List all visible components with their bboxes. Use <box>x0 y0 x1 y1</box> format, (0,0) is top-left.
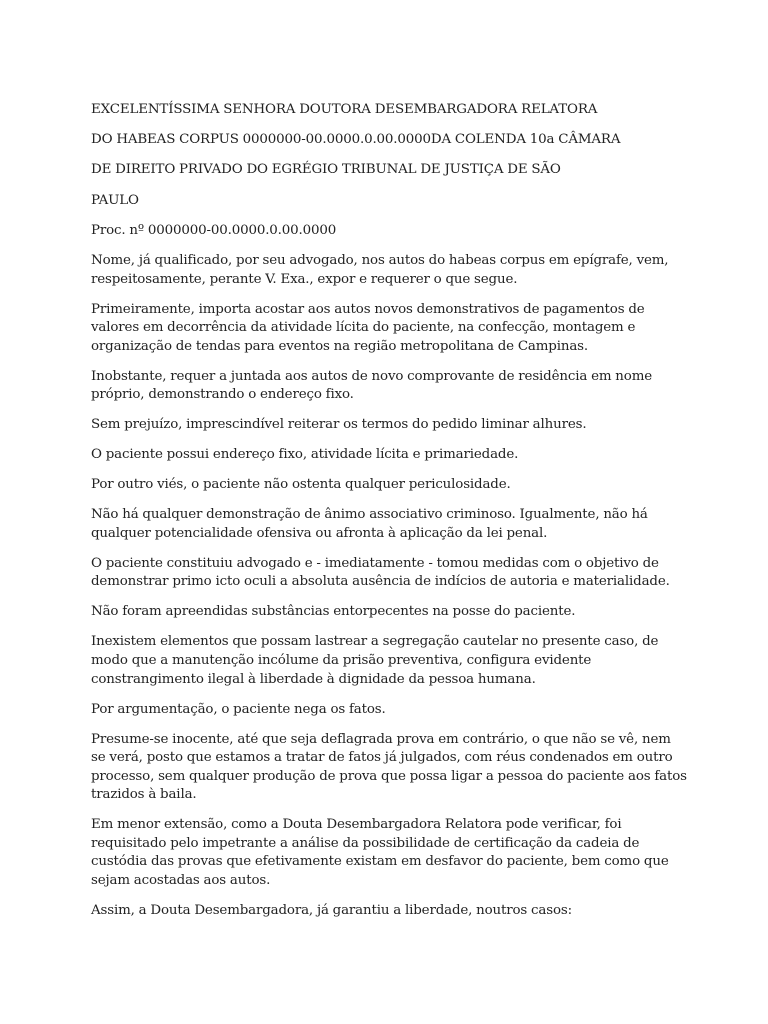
process-number: Proc. nº 0000000-00.0000.0.00.0000 <box>91 222 337 238</box>
paragraph-chain-of-custody: Em menor extensão, como a Douta Desembargadora Relatora pode verificar, foi requisitado pelo impetrante a análise da possibilidade de certificação da cadeia de custódia das provas que efetivamente existam em desfavor do paciente, bem como que sejam acostadas aos autos. <box>91 817 669 889</box>
paragraph-no-association: Não há qualquer demonstração de ânimo associativo criminoso. Igualmente, não há qualquer potencialidade ofensiva ou afronta à aplicação da lei penal. <box>91 507 648 541</box>
paragraph-no-dangerousness: Por outro viés, o paciente não ostenta qualquer periculosidade. <box>91 477 511 493</box>
paragraph-no-substances: Não foram apreendidas substâncias entorpecentes na posse do paciente. <box>91 604 576 620</box>
paragraph-residence-proof: Inobstante, requer a juntada aos autos de novo comprovante de residência em nome próprio, demonstrando o endereço fixo. <box>91 368 653 403</box>
paragraph-denies-facts: Por argumentação, o paciente nega os fatos. <box>91 701 386 717</box>
paragraph-reiterate-request: Sem prejuízo, imprescindível reiterar os termos do pedido liminar alhures. <box>91 417 587 433</box>
paragraph-payment-statements: Primeiramente, importa acostar aos autos novos demonstrativos de pagamentos de valores em decorrência da atividade lícita do paciente, na confecção, montagem e organização de tendas para eventos na região metropolitana de Campinas. <box>91 301 645 354</box>
addressee-line-3: DE DIREITO PRIVADO DO EGRÉGIO TRIBUNAL DE JUSTIÇA DE SÃO <box>91 162 561 178</box>
addressee-line-1: EXCELENTÍSSIMA SENHORA DOUTORA DESEMBARGADORA RELATORA <box>91 102 598 117</box>
paragraph-no-grounds: Inexistem elementos que possam lastrear a segregação cautelar no presente caso, de modo que a manutenção incólume da prisão preventiva, configura evidente constrangimento ilegal à liberdade à dignidade da pessoa humana. <box>91 634 659 687</box>
paragraph-lawyer-measures: O paciente constituiu advogado e - imediatamente - tomou medidas com o objetivo de demonstrar primo icto oculi a absoluta ausência de indícios de autoria e materialidade. <box>91 555 670 590</box>
paragraph-presumed-innocent: Presume-se inocente, até que seja deflagrada prova em contrário, o que não se vê, nem se verá, posto que estamos a tratar de fatos já julgados, com réus condenados em outro processo, sem qualquer produção de prova que possa ligar a pessoa do paciente aos fatos trazidos à baila. <box>91 731 687 803</box>
addressee-line-2: DO HABEAS CORPUS 0000000-00.0000.0.00.0000DA COLENDA 10a CÂMARA <box>91 132 621 148</box>
document-text <box>91 101 688 921</box>
paragraph-fixed-address: O paciente possui endereço fixo, atividade lícita e primariedade. <box>91 447 519 463</box>
paragraph-intro: Nome, já qualificado, por seu advogado, nos autos do habeas corpus em epígrafe, vem, respeitosamente, perante V. Exa., expor e requerer o que segue. <box>91 252 669 287</box>
paragraph-conclusion: Assim, a Douta Desembargadora, já garantiu a liberdade, noutros casos: <box>91 903 572 919</box>
addressee-line-4: PAULO <box>91 192 139 208</box>
